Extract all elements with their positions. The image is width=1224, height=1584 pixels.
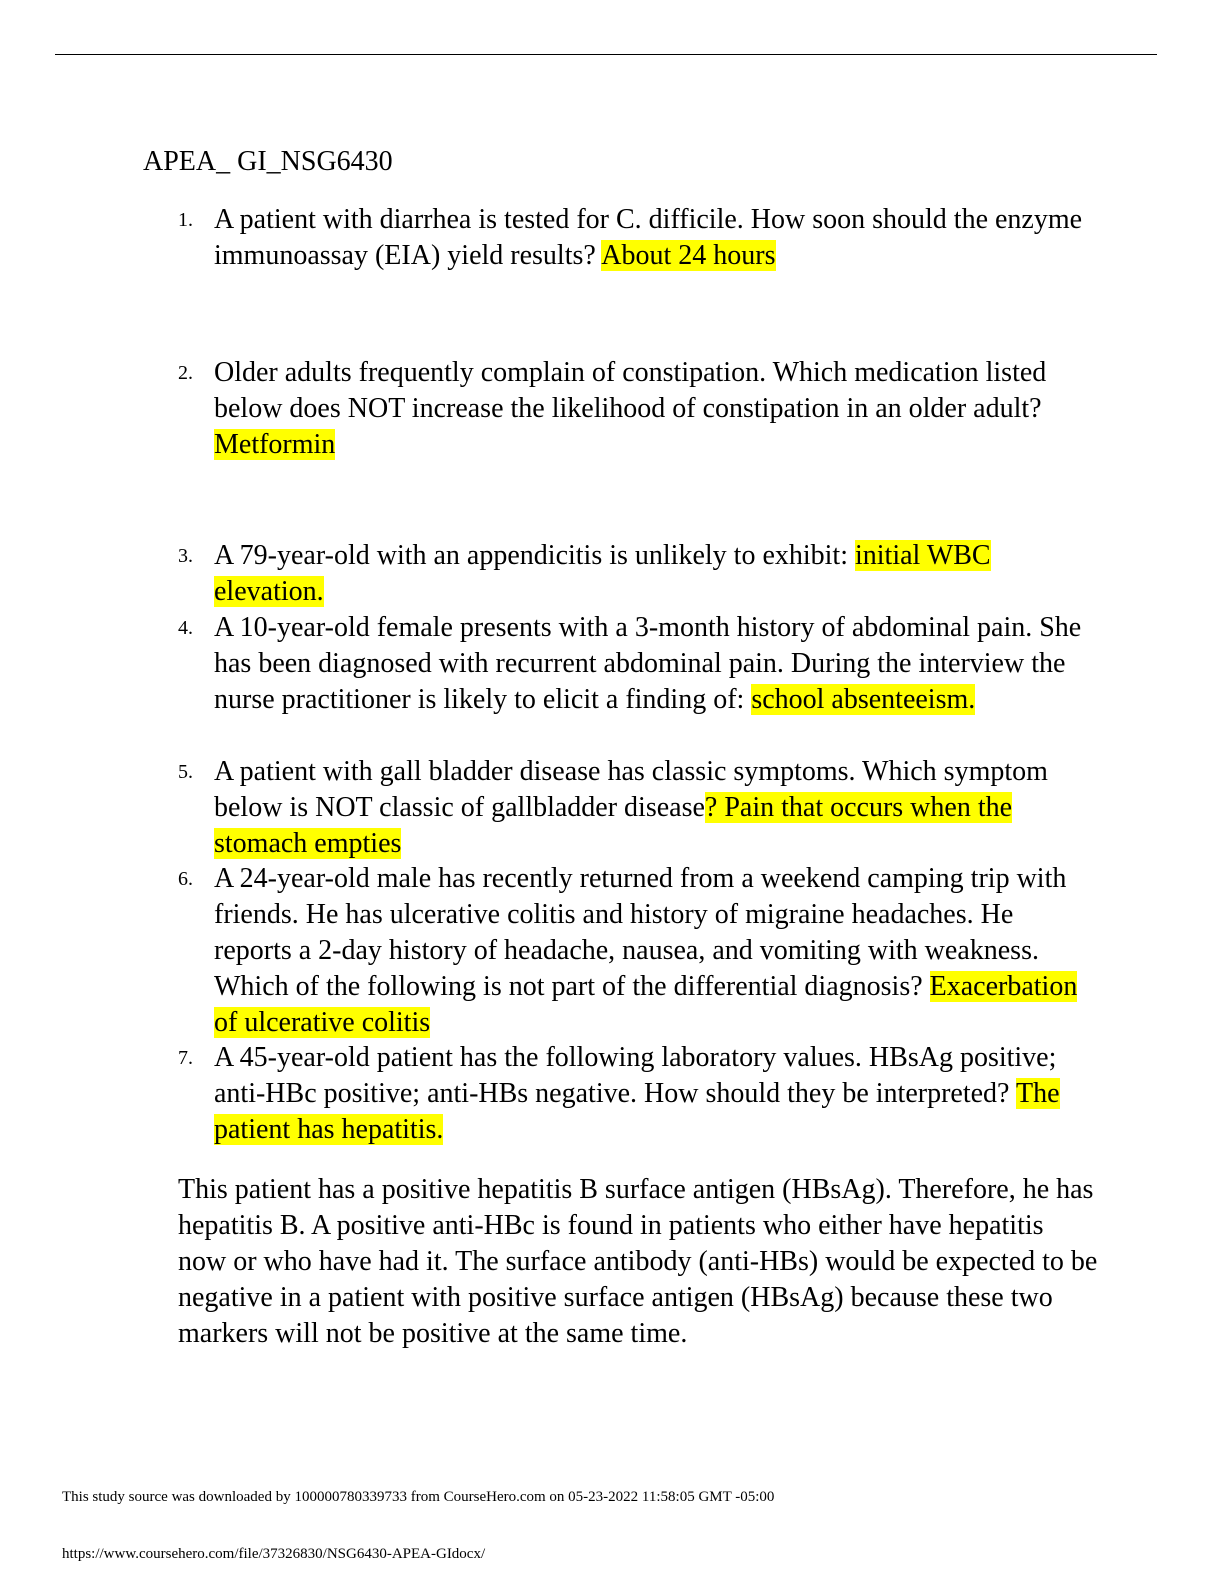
answer-highlight: initial WBC elevation. (214, 540, 991, 607)
question-text: A 24-year-old male has recently returned from a weekend camping trip with friends. He has ulcerative colitis and history of migraine headaches. He reports a 2-day history of headache, nausea, and vomiting with weakness. Which of the following is not part of the differential diagnosis? (214, 863, 1067, 1002)
question-number: 2. (178, 362, 193, 384)
source-url[interactable]: https://www.coursehero.com/file/37326830/NSG6430-APEA-GIdocx/ (62, 1546, 486, 1562)
question-item (178, 1040, 1094, 1148)
answer-highlight: Exacerbation of ulcerative colitis (214, 971, 1078, 1038)
answer-highlight: ? Pain that occurs when the stomach empties (214, 792, 1013, 859)
question-text: A 10-year-old female presents with a 3-month history of abdominal pain. She has been diagnosed with recurrent abdominal pain. During the interview the nurse practitioner is likely to elicit a finding of: (214, 612, 1082, 715)
question-item (178, 538, 1094, 610)
question-text: A patient with diarrhea is tested for C. difficile. How soon should the enzyme immunoassay (EIA) yield results? (214, 204, 1083, 271)
question-text: A patient with gall bladder disease has classic symptoms. Which symptom below is NOT classic of gallbladder disease (214, 756, 1048, 823)
question-number: 4. (178, 617, 193, 639)
question-text: A 45-year-old patient has the following laboratory values. HBsAg positive; anti-HBc positive; anti-HBs negative. How should they be interpreted? (214, 1042, 1057, 1109)
explanation-paragraph: This patient has a positive hepatitis B surface antigen (HBsAg). Therefore, he has hepatitis B. A positive anti-HBc is found in patients who either have hepatitis now or who have had it. The surface antibody (anti-HBs) would be expected to be negative in a patient with positive surface antigen (HBsAg) because these two markers will not be positive at the same time. (178, 1174, 1098, 1349)
top-divider (55, 54, 1157, 55)
answer-highlight: About 24 hours (601, 240, 776, 271)
question-item (178, 610, 1094, 718)
question-text: A 79-year-old with an appendicitis is unlikely to exhibit: (214, 540, 848, 571)
question-text: Older adults frequently complain of constipation. Which medication listed below does NOT increase the likelihood of constipation in an older adult? (214, 357, 1047, 424)
question-item (178, 754, 1094, 862)
document-title: APEA_ GI_NSG6430 (143, 146, 393, 177)
question-item (178, 861, 1094, 1041)
answer-highlight: Metformin (214, 429, 336, 460)
question-item (178, 202, 1094, 274)
download-notice: This study source was downloaded by 100000780339733 from CourseHero.com on 05-23-2022 11:58:05 GMT -05:00 (62, 1489, 775, 1505)
question-number: 7. (178, 1047, 193, 1069)
question-number: 6. (178, 868, 193, 890)
question-item (178, 355, 1094, 463)
question-number: 3. (178, 545, 193, 567)
question-number: 5. (178, 761, 193, 783)
answer-highlight: The patient has hepatitis. (214, 1078, 1060, 1145)
question-number: 1. (178, 209, 193, 231)
answer-highlight: school absenteeism. (751, 684, 976, 715)
